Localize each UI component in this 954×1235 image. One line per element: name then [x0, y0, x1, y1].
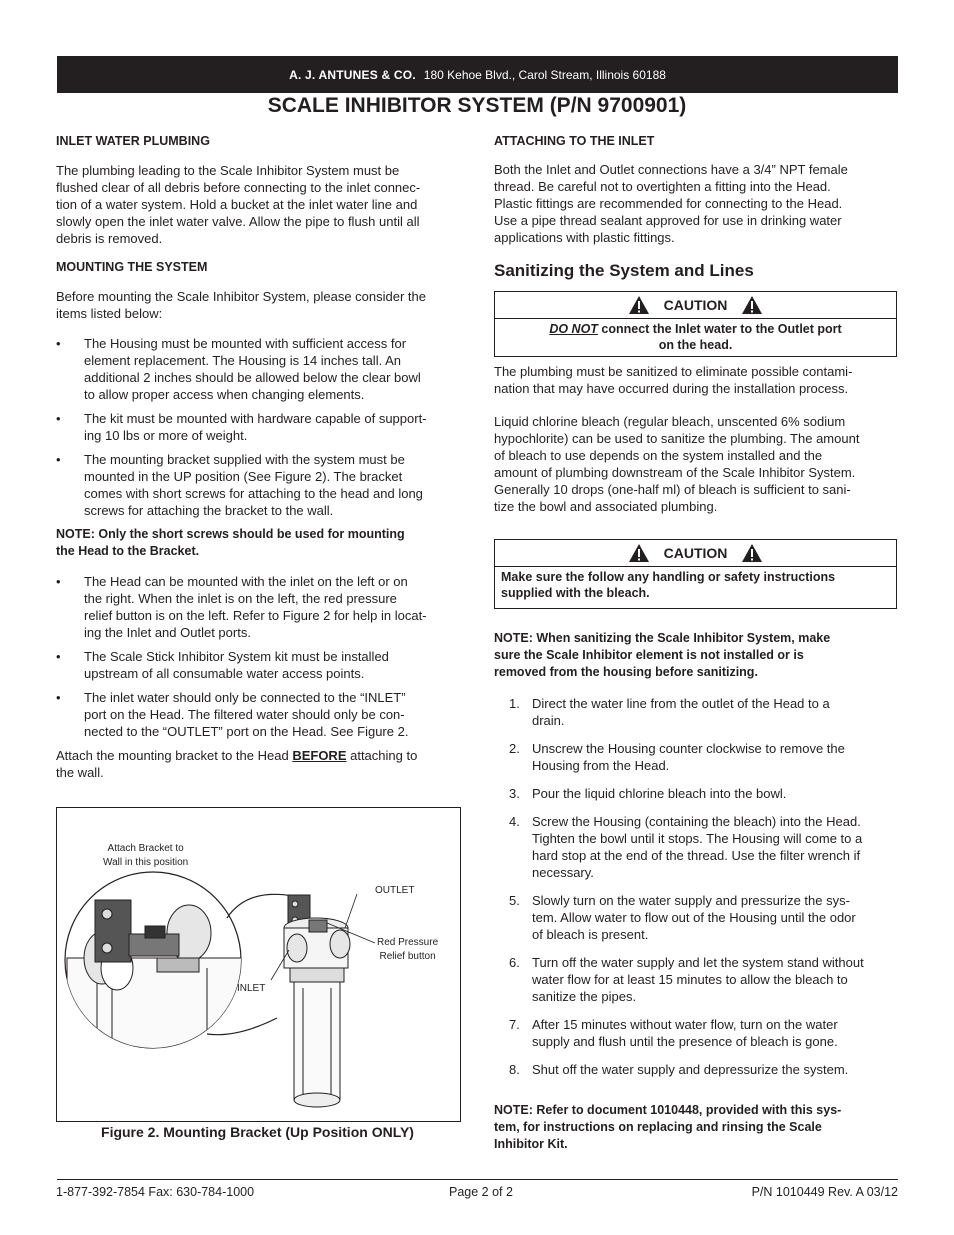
attaching-line: applications with plastic fittings. — [494, 230, 675, 245]
bullet-marker: • — [56, 411, 61, 426]
sanitize-line: The plumbing must be sanitized to eliminate possible contami- — [494, 364, 853, 379]
step-number: 1. — [509, 696, 520, 711]
step-line: Pour the liquid chlorine bleach into the bowl. — [532, 786, 787, 801]
inlet-line: slowly open the inlet water valve. Allow the pipe to flush until all — [56, 214, 420, 229]
step-line: Screw the Housing (containing the bleach) into the Head. — [532, 814, 861, 829]
list-item — [494, 1016, 899, 1050]
mounting-intro-line: items listed below: — [56, 306, 163, 321]
note-line: the Head to the Bracket. — [56, 544, 200, 558]
step-number: 8. — [509, 1062, 520, 1077]
warning-icon — [741, 295, 763, 315]
list-item — [494, 695, 899, 729]
caution-emphasis: DO NOT — [549, 322, 598, 336]
caution-box-2 — [494, 539, 897, 609]
caution-line — [501, 321, 890, 337]
mounting-note — [56, 526, 466, 560]
step-line: Tighten the bowl until it stops. The Housing will come to a — [532, 831, 863, 846]
step-number: 3. — [509, 786, 520, 801]
sanitize-paragraph-2 — [494, 413, 899, 515]
list-item — [56, 410, 466, 444]
list-item — [494, 785, 899, 802]
attach-text: Attach the mounting bracket to the Head — [56, 748, 293, 763]
list-item — [494, 740, 899, 774]
outlet-label: OUTLET — [375, 885, 415, 896]
inlet-label: INLET — [237, 983, 266, 994]
caution-line: Make sure the follow any handling or safety instructions — [501, 570, 836, 584]
note-line: NOTE: When sanitizing the Scale Inhibitor System, make — [494, 631, 831, 645]
warning-icon — [628, 543, 650, 563]
attaching-line: Both the Inlet and Outlet connections have a 3/4” NPT female — [494, 162, 848, 177]
bullet-marker: • — [56, 336, 61, 351]
list-item — [56, 451, 466, 519]
caution-label: CAUTION — [663, 544, 728, 561]
caution-box-1 — [494, 291, 897, 357]
caution-line: on the head. — [658, 338, 733, 352]
attaching-heading: ATTACHING TO THE INLET — [494, 134, 655, 148]
bullet-line: upstream of all consumable water access points. — [84, 666, 365, 681]
bullet-line: to allow proper access when changing elements. — [84, 387, 365, 402]
step-number: 5. — [509, 893, 520, 908]
step-line: of bleach is present. — [532, 927, 649, 942]
bullet-line: The inlet water should only be connected to the “INLET” — [84, 690, 406, 705]
inlet-paragraph — [56, 162, 466, 247]
bullet-marker: • — [56, 649, 61, 664]
step-line: Direct the water line from the outlet of the Head to a — [532, 696, 830, 711]
sanitize-line: amount of plumbing downstream of the Scale Inhibitor System. — [494, 465, 856, 480]
step-line: Slowly turn on the water supply and pressurize the sys- — [532, 893, 850, 908]
attaching-line: thread. Be careful not to overtighten a fitting into the Head. — [494, 179, 831, 194]
bullet-line: The Housing must be mounted with sufficient access for — [84, 336, 407, 351]
mounting-heading: MOUNTING THE SYSTEM — [56, 260, 208, 274]
sanitize-line: nation that may have occurred during the installation process. — [494, 381, 849, 396]
step-line: After 15 minutes without water flow, turn on the water — [532, 1017, 838, 1032]
caution-label: CAUTION — [663, 296, 728, 313]
step-line: sanitize the pipes. — [532, 989, 637, 1004]
bullet-line: ing 10 lbs or more of weight. — [84, 428, 248, 443]
step-line: Unscrew the Housing counter clockwise to remove the — [532, 741, 845, 756]
sanitize-line: Liquid chlorine bleach (regular bleach, unscented 6% sodium — [494, 414, 846, 429]
bullet-line: the right. When the inlet is on the left, the red pressure — [84, 591, 397, 606]
caution-text — [495, 567, 896, 608]
sanitize-paragraph-1 — [494, 363, 899, 397]
sanitizing-heading: Sanitizing the System and Lines — [494, 261, 754, 280]
attach-paragraph — [56, 747, 466, 781]
step-number: 4. — [509, 814, 520, 829]
step-line: tem. Allow water to flow out of the Housing until the odor — [532, 910, 856, 925]
bullet-marker: • — [56, 690, 61, 705]
bracket-callout — [103, 842, 188, 870]
relief-label-line: Relief button — [379, 951, 436, 962]
bullet-line: mounted in the UP position (See Figure 2). The bracket — [84, 469, 403, 484]
list-item — [494, 813, 899, 881]
inlet-line: flushed clear of all debris before connecting to the inlet connec- — [56, 180, 421, 195]
document-title: SCALE INHIBITOR SYSTEM (P/N 9700901) — [267, 94, 687, 117]
note-line: sure the Scale Inhibitor element is not installed or is — [494, 648, 804, 662]
bracket-callout-line: Wall in this position — [103, 857, 189, 868]
step-number: 6. — [509, 955, 520, 970]
step-line: necessary. — [532, 865, 594, 880]
step-line: supply and flush until the presence of bleach is gone. — [532, 1034, 838, 1049]
mounting-intro — [56, 288, 466, 322]
sanitize-line: of bleach to use depends on the system installed and the — [494, 448, 823, 463]
figure-caption: Figure 2. Mounting Bracket (Up Position ONLY) — [101, 1124, 414, 1140]
bracket-callout-line: Attach Bracket to — [107, 843, 184, 854]
list-item — [56, 648, 466, 682]
footer-part-number: P/N 1010449 Rev. A 03/12 — [751, 1185, 898, 1199]
caution-header — [495, 292, 896, 319]
sanitizing-steps — [494, 695, 899, 1078]
footer-page-number: Page 2 of 2 — [449, 1185, 513, 1199]
attaching-line: Use a pipe thread sealant approved for use in drinking water — [494, 213, 842, 228]
bullet-line: screws for attaching the bracket to the wall. — [84, 503, 334, 518]
bullet-line: ing the Inlet and Outlet ports. — [84, 625, 251, 640]
inlet-line: debris is removed. — [56, 231, 163, 246]
caution-text — [495, 319, 896, 356]
left-column — [56, 133, 466, 781]
company-address: 180 Kehoe Blvd., Carol Stream, Illinois 60188 — [423, 67, 666, 82]
list-item — [494, 954, 899, 1005]
attach-line — [56, 747, 466, 764]
bullet-line: comes with short screws for attaching to the head and long — [84, 486, 423, 501]
bullet-line: relief button is on the left. Refer to Figure 2 for help in locat- — [84, 608, 427, 623]
step-number: 2. — [509, 741, 520, 756]
list-item — [494, 892, 899, 943]
note-line: NOTE: Only the short screws should be used for mounting — [56, 527, 405, 541]
sanitize-line: tize the bowl and associated plumbing. — [494, 499, 718, 514]
caution-header — [495, 540, 896, 567]
note-line: tem, for instructions on replacing and rinsing the Scale — [494, 1120, 822, 1134]
attach-text: attaching to — [346, 748, 418, 763]
list-item — [494, 1061, 899, 1078]
list-item — [56, 689, 466, 740]
attach-emphasis: BEFORE — [292, 748, 347, 763]
step-line: drain. — [532, 713, 565, 728]
mounting-intro-line: Before mounting the Scale Inhibitor System, please consider the — [56, 289, 426, 304]
inlet-line: The plumbing leading to the Scale Inhibitor System must be — [56, 163, 400, 178]
bullet-marker: • — [56, 452, 61, 467]
inlet-heading: INLET WATER PLUMBING — [56, 134, 210, 148]
bullet-line: nected to the “OUTLET” port on the Head. See Figure 2. — [84, 724, 409, 739]
note-line: Inhibitor Kit. — [494, 1137, 568, 1151]
bullet-line: additional 2 inches should be allowed below the clear bowl — [84, 370, 421, 385]
attach-line: the wall. — [56, 765, 104, 780]
step-line: hard stop at the end of the thread. Use the filter wrench if — [532, 848, 861, 863]
step-line: Housing from the Head. — [532, 758, 670, 773]
bullet-marker: • — [56, 574, 61, 589]
warning-icon — [628, 295, 650, 315]
inlet-line: tion of a water system. Hold a bucket at the inlet water line and — [56, 197, 418, 212]
bullet-line: The kit must be mounted with hardware capable of support- — [84, 411, 427, 426]
bullet-line: The mounting bracket supplied with the system must be — [84, 452, 405, 467]
bullet-line: The Head can be mounted with the inlet on the left or on — [84, 574, 408, 589]
bullet-line: port on the Head. The filtered water should only be con- — [84, 707, 405, 722]
sanitize-line: hypochlorite) can be used to sanitize the plumbing. The amount — [494, 431, 860, 446]
list-item — [56, 335, 466, 403]
step-line: Shut off the water supply and depressurize the system. — [532, 1062, 849, 1077]
sanitize-line: Generally 10 drops (one-half ml) of bleach is sufficient to sani- — [494, 482, 851, 497]
kit-note — [494, 1102, 899, 1153]
bullet-line: The Scale Stick Inhibitor System kit must be installed — [84, 649, 389, 664]
list-item — [56, 573, 466, 641]
step-number: 7. — [509, 1017, 520, 1032]
sanitizing-note — [494, 630, 899, 681]
right-column — [494, 133, 899, 1153]
relief-label-line: Red Pressure — [377, 937, 439, 948]
attaching-line: Plastic fittings are recommended for connecting to the Head. — [494, 196, 843, 211]
step-line: water flow for at least 15 minutes to allow the bleach to — [532, 972, 848, 987]
relief-button-label — [377, 936, 438, 964]
caution-line: supplied with the bleach. — [501, 586, 650, 600]
company-name: A. J. ANTUNES & CO. — [289, 67, 416, 82]
note-line: NOTE: Refer to document 1010448, provided with this sys- — [494, 1103, 842, 1117]
step-line: Turn off the water supply and let the system stand without — [532, 955, 864, 970]
attaching-paragraph — [494, 161, 899, 246]
warning-icon — [741, 543, 763, 563]
figure-2-box — [56, 807, 461, 1122]
header-bar — [57, 56, 898, 93]
footer-divider — [57, 1179, 898, 1180]
caution-text-part: connect the Inlet water to the Outlet port — [597, 322, 842, 336]
note-line: removed from the housing before sanitizing. — [494, 665, 758, 679]
bullet-line: element replacement. The Housing is 14 inches tall. An — [84, 353, 401, 368]
footer-contact: 1-877-392-7854 Fax: 630-784-1000 — [56, 1185, 255, 1199]
